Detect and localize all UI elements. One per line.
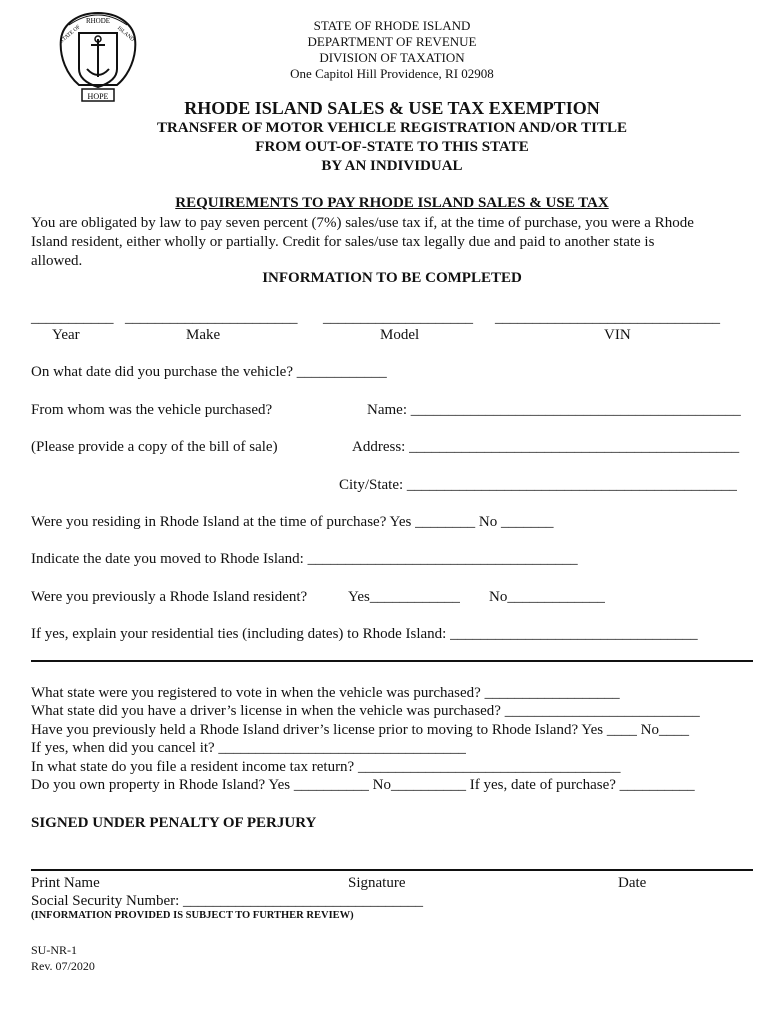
year-field[interactable]: ___________ bbox=[31, 310, 114, 326]
seal-left-text: STATE OF bbox=[59, 24, 82, 45]
header-department: DEPARTMENT OF REVENUE bbox=[307, 34, 477, 49]
residential-ties-field[interactable]: If yes, explain your residential ties (including dates) to Rhode Island: _________________________________ bbox=[31, 626, 698, 642]
requirements-line-2: Island resident, either wholly or partially. Credit for sales/use tax legally due and paid to another state is bbox=[31, 234, 655, 250]
model-field[interactable]: ____________________ bbox=[323, 310, 473, 326]
signature-label: Signature bbox=[348, 875, 406, 891]
vin-label: VIN bbox=[604, 327, 631, 343]
vote-state-field[interactable]: What state were you registered to vote in when the vehicle was purchased? __________________ bbox=[31, 685, 620, 701]
section-divider bbox=[31, 660, 753, 662]
requirements-line-3: allowed. bbox=[31, 253, 83, 269]
header-division: DIVISION OF TAXATION bbox=[319, 50, 465, 65]
seal-right-text: ISLAND bbox=[115, 25, 136, 44]
from-whom-label: From whom was the vehicle purchased? bbox=[31, 402, 273, 418]
ri-license-question[interactable]: Have you previously held a Rhode Island driver’s license prior to moving to Rhode Island? Yes ____ No____ bbox=[31, 722, 689, 738]
print-name-label: Print Name bbox=[31, 875, 100, 891]
review-notice: (INFORMATION PROVIDED IS SUBJECT TO FURTHER REVIEW) bbox=[31, 910, 354, 921]
requirements-heading: REQUIREMENTS TO PAY RHODE ISLAND SALES & USE TAX bbox=[175, 195, 609, 211]
income-tax-state-field[interactable]: In what state do you file a resident income tax return? ___________________________________ bbox=[31, 759, 621, 775]
previously-resident-no[interactable]: No_____________ bbox=[489, 589, 605, 605]
date-label: Date bbox=[618, 875, 647, 891]
purchase-date-field[interactable]: On what date did you purchase the vehicle? ____________ bbox=[31, 364, 387, 380]
subtitle-1: TRANSFER OF MOTOR VEHICLE REGISTRATION AND/OR TITLE bbox=[156, 120, 628, 136]
info-heading: INFORMATION TO BE COMPLETED bbox=[262, 270, 522, 286]
property-question[interactable]: Do you own property in Rhode Island? Yes __________ No__________ If yes, date of purchase? __________ bbox=[31, 777, 695, 793]
year-label: Year bbox=[52, 327, 80, 343]
ssn-field[interactable]: Social Security Number: ________________________________ bbox=[31, 893, 424, 909]
agency-header bbox=[180, 18, 604, 82]
form-revision: Rev. 07/2020 bbox=[31, 959, 95, 973]
header-state: STATE OF RHODE ISLAND bbox=[313, 18, 471, 33]
subtitle-3: BY AN INDIVIDUAL bbox=[321, 158, 463, 174]
form-id: SU-NR-1 bbox=[31, 943, 78, 957]
license-state-field[interactable]: What state did you have a driver’s license in when the vehicle was purchased? __________________________ bbox=[31, 703, 700, 719]
main-title: RHODE ISLAND SALES & USE TAX EXEMPTION bbox=[184, 98, 600, 118]
cancel-date-field[interactable]: If yes, when did you cancel it? _________________________________ bbox=[31, 740, 466, 756]
bill-of-sale-note: (Please provide a copy of the bill of sale) bbox=[31, 439, 278, 455]
make-label: Make bbox=[186, 327, 221, 343]
seller-address-field[interactable]: Address: ____________________________________________ bbox=[352, 439, 740, 455]
state-seal bbox=[49, 9, 147, 105]
residing-question[interactable]: Were you residing in Rhode Island at the time of purchase? Yes ________ No _______ bbox=[31, 514, 554, 530]
seal-bottom-text: HOPE bbox=[87, 92, 109, 101]
moved-date-field[interactable]: Indicate the date you moved to Rhode Island: ____________________________________ bbox=[31, 551, 578, 567]
previously-resident-label: Were you previously a Rhode Island resident? bbox=[31, 589, 308, 605]
subtitle-2: FROM OUT-OF-STATE TO THIS STATE bbox=[255, 139, 529, 155]
signature-line[interactable] bbox=[31, 869, 753, 871]
seller-city-state-field[interactable]: City/State: ____________________________________________ bbox=[339, 477, 737, 493]
model-label: Model bbox=[380, 327, 420, 343]
requirements-line-1: You are obligated by law to pay seven percent (7%) sales/use tax if, at the time of purchase, you were a Rhode bbox=[31, 215, 694, 231]
perjury-heading: SIGNED UNDER PENALTY OF PERJURY bbox=[31, 815, 317, 831]
make-field[interactable]: _______________________ bbox=[125, 310, 298, 326]
header-address: One Capitol Hill Providence, RI 02908 bbox=[290, 66, 494, 81]
seal-top-text: RHODE bbox=[85, 17, 111, 25]
previously-resident-yes[interactable]: Yes____________ bbox=[348, 589, 460, 605]
vin-field[interactable]: ______________________________ bbox=[495, 310, 720, 326]
seller-name-field[interactable]: Name: ____________________________________________ bbox=[367, 402, 741, 418]
